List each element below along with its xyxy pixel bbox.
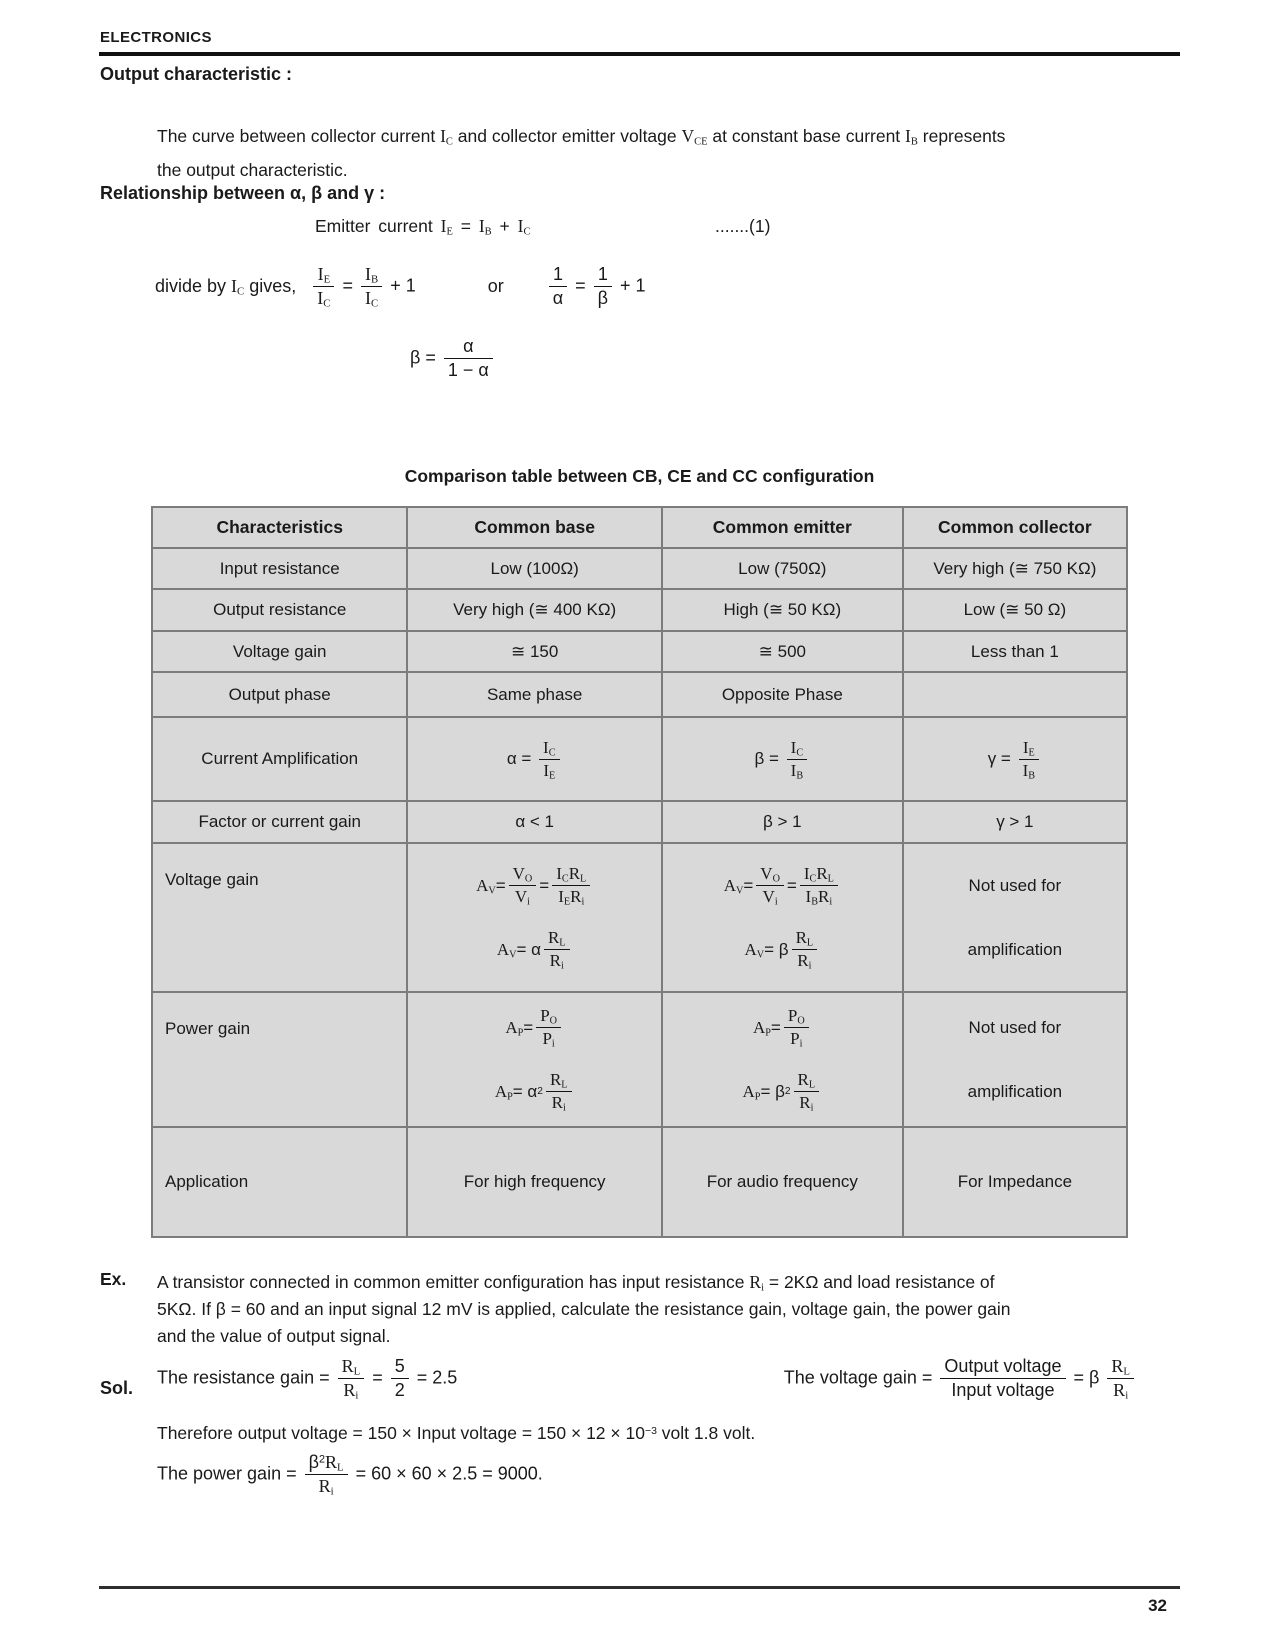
table-cell bbox=[903, 672, 1127, 717]
row-label: Factor or current gain bbox=[152, 801, 407, 843]
table-cell: Very high (≅ 750 KΩ) bbox=[903, 548, 1127, 589]
row-label: Output resistance bbox=[152, 589, 407, 631]
table-cell: Low (100Ω) bbox=[407, 548, 661, 589]
column-header: Common collector bbox=[903, 507, 1127, 548]
table-header-row bbox=[152, 507, 1127, 548]
table-row bbox=[152, 672, 1127, 717]
output-voltage-line: Therefore output voltage = 150 × Input voltage = $150 \times 12 \times 10^{-3}$ volt 1.8 volt. bbox=[157, 1423, 756, 1443]
equation-beta-alpha bbox=[410, 336, 496, 381]
table-title: Comparison table between CB, CE and CC configuration bbox=[404, 466, 875, 486]
intro-paragraph bbox=[157, 119, 1005, 187]
table-cell: α < 1 bbox=[407, 801, 661, 843]
equation-number: .......(1) bbox=[715, 216, 771, 236]
equation-emitter-current: Emitter current $I_E = I_B + I_C$ bbox=[315, 216, 531, 238]
table-cell: Low (750Ω) bbox=[662, 548, 903, 589]
table-row bbox=[152, 717, 1127, 801]
footer-rule bbox=[99, 1586, 1180, 1589]
table-cell: γ = $\frac{I_E}{I_B}$ bbox=[903, 717, 1127, 801]
equation-fraction-left: $\frac{I_E}{I_C}$ = $\frac{I_B}{I_C}$ + 1 bbox=[310, 264, 415, 309]
table-cell: High (≅ 50 KΩ) bbox=[662, 589, 903, 631]
intro-line: The curve between collector current $I_C$ and collector emitter voltage $V_{CE}$ at constant base current $I_B$ represents bbox=[157, 126, 1006, 148]
row-label: Current Amplification bbox=[152, 717, 407, 801]
example-line: and the value of output signal. bbox=[157, 1326, 391, 1346]
table-cell: Not used for amplification bbox=[903, 992, 1127, 1127]
table-cell: ≅ 150 bbox=[407, 631, 661, 672]
table-cell: For audio frequency bbox=[662, 1127, 903, 1237]
heading-relationship: Relationship between α, β and γ : bbox=[100, 183, 386, 203]
table-cell: $A_P$ = $\frac{P_O}{P_i}$ $A_P$ = β 2 $\frac{R_L}{R_i}$ bbox=[662, 992, 903, 1127]
table-cell: For Impedance bbox=[903, 1127, 1127, 1237]
page-header-title: ELECTRONICS bbox=[100, 29, 212, 46]
voltage-gain-equation: The voltage gain = $\frac{\text{Output voltage}}{\text{Input voltage}}$ = β $\frac{R_L}{R_i}$ bbox=[784, 1356, 1137, 1401]
equation-label: divide by $I_C$ gives, bbox=[155, 276, 297, 298]
column-header: Characteristics bbox=[152, 507, 407, 548]
table-cell: Less than 1 bbox=[903, 631, 1127, 672]
table-cell: β = $\frac{I_C}{I_B}$ bbox=[662, 717, 903, 801]
table-row bbox=[152, 589, 1127, 631]
row-label: Power gain bbox=[152, 992, 407, 1127]
table-cell: ≅ 500 bbox=[662, 631, 903, 672]
example-label: Ex. bbox=[100, 1269, 127, 1289]
row-label: Output phase bbox=[152, 672, 407, 717]
row-label: Voltage gain bbox=[152, 843, 407, 992]
table-cell: $A_V$ = $\frac{V_O}{V_i}$ = $\frac{I_CR_L}{I_BR_i}$ $A_V$ = β $\frac{R_L}{R_i}$ bbox=[662, 843, 903, 992]
table-cell: Not used for amplification bbox=[903, 843, 1127, 992]
table-row bbox=[152, 843, 1127, 992]
example-line: 5KΩ. If β = 60 and an input signal 12 mV is applied, calculate the resistance gain, voltage gain, the power gain bbox=[157, 1299, 1011, 1319]
solution-gains-row bbox=[157, 1356, 1137, 1401]
table-row bbox=[152, 1127, 1127, 1237]
table-row bbox=[152, 548, 1127, 589]
example-paragraph bbox=[157, 1269, 1010, 1350]
table-cell: α = $\frac{I_C}{I_E}$ bbox=[407, 717, 661, 801]
table-cell: γ > 1 bbox=[903, 801, 1127, 843]
resistance-gain-equation: The resistance gain = $\frac{R_L}{R_i}$ = $\frac{5}{2}$ = 2.5 bbox=[157, 1356, 458, 1402]
table-cell: Low (≅ 50 Ω) bbox=[903, 589, 1127, 631]
table-cell: Very high (≅ 400 KΩ) bbox=[407, 589, 661, 631]
intro-line: the output characteristic. bbox=[157, 160, 348, 180]
comparison-table bbox=[151, 506, 1128, 1238]
equation-divide-by-ic bbox=[155, 264, 646, 309]
example-line: A transistor connected in common emitter configuration has input resistance $R_i = 2K\Omega$ and load resistance of bbox=[157, 1272, 995, 1294]
equation-body: β = $\frac{\alpha}{1 - \alpha}$ bbox=[410, 336, 496, 381]
row-label: Voltage gain bbox=[152, 631, 407, 672]
header-rule bbox=[99, 52, 1180, 56]
table-row bbox=[152, 631, 1127, 672]
row-label: Input resistance bbox=[152, 548, 407, 589]
equation-or: or bbox=[487, 276, 504, 296]
table-row bbox=[152, 992, 1127, 1127]
page-number: 32 bbox=[1148, 1596, 1167, 1615]
table-cell: $A_P$ = $\frac{P_O}{P_i}$ $A_P$ = α 2 $\frac{R_L}{R_i}$ bbox=[407, 992, 661, 1127]
row-label: Application bbox=[152, 1127, 407, 1237]
equation-fraction-right: $\frac{1}{\alpha}$ = $\frac{1}{\beta}$ + 1 bbox=[546, 264, 646, 309]
table-cell: β > 1 bbox=[662, 801, 903, 843]
table-cell: For high frequency bbox=[407, 1127, 661, 1237]
table-cell: $A_V$ = $\frac{V_O}{V_i}$ = $\frac{I_CR_L}{I_ER_i}$ $A_V$ = α $\frac{R_L}{R_i}$ bbox=[407, 843, 661, 992]
table-cell: Same phase bbox=[407, 672, 661, 717]
power-gain-equation bbox=[157, 1452, 543, 1497]
solution-label: Sol. bbox=[100, 1378, 134, 1398]
heading-output-characteristic: Output characteristic : bbox=[100, 64, 293, 84]
equation-body: The power gain = $\frac{\beta^2R_L}{R_i}$ = 60 × 60 × 2.5 = 9000. bbox=[157, 1452, 543, 1498]
table-cell: Opposite Phase bbox=[662, 672, 903, 717]
column-header: Common base bbox=[407, 507, 661, 548]
table-row bbox=[152, 801, 1127, 843]
column-header: Common emitter bbox=[662, 507, 903, 548]
table-body bbox=[152, 548, 1127, 1237]
